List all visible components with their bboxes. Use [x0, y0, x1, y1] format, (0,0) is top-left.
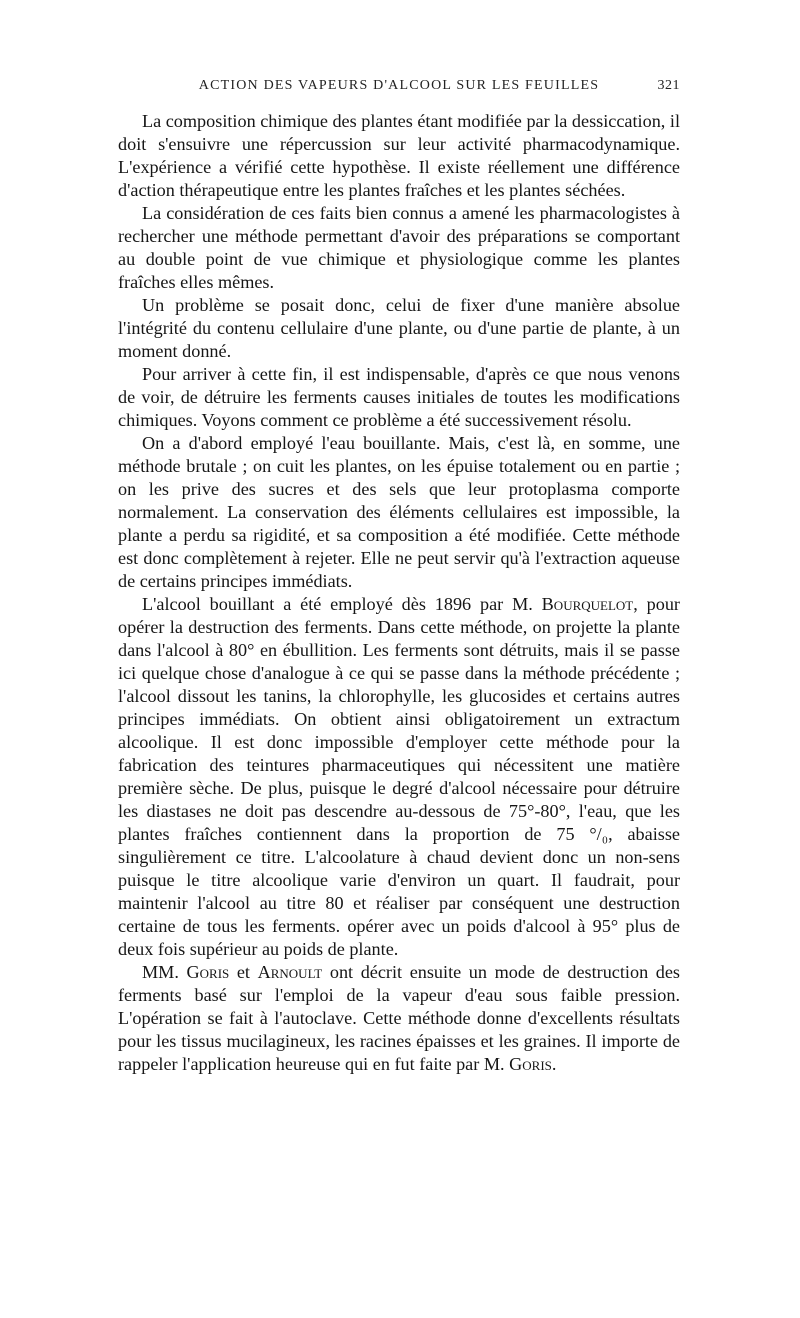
paragraph-boiling-alcohol: [118, 593, 680, 961]
paragraph-ferments: Pour arriver à cette fin, il est indispensable, d'après ce que nous venons de voir, de détruire les ferments causes initiales de toutes les modifications chimiques. Voyons comment ce problème a été successivement résolu.: [118, 364, 680, 430]
paragraph-steam-method: [118, 961, 680, 1076]
text-run: , pour opérer la destruction des ferments. Dans cette méthode, on projette la plante dans l'alcool à 80° en ébullition. Les ferments sont détruits, mais il se passe ici quelque chose d'analogue à ce qui se passe dans la méthode précédente ; l'alcool dissout les tanins, la chlorophylle, les glucosides et certains autres principes immédiats. On obtient ainsi obligatoirement un extractum alcoolique. Il est donc impossible d'employer cette méthode pour la fabrication des teintures pharmaceutiques qui nécessitent une matière première sèche. De plus, puisque le degré d'alcool nécessaire pour détruire les diastases ne doit pas descendre au-dessous de 75°-80°, l'eau, que les plantes fraîches contiennent dans la proportion de 75 °/₀, abaisse singulièrement ce titre. L'alcoolature à chaud devient donc un non-sens puisque le titre alcoolique varie d'environ un quart. Il faudrait, pour maintenir l'alcool au titre 80 et réaliser par conséquent une destruction certaine de tous les ferments. opérer avec un poids d'alcool à 95° plus de deux fois supérieur au poids de plante.: [118, 594, 680, 959]
author-name-goris: Goris: [186, 962, 230, 982]
paragraph-boiling-water: On a d'abord employé l'eau bouillante. Mais, c'est là, en somme, une méthode brutale ; on cuit les plantes, on les épuise totalement ou en partie ; on les prive des sucres et des sels que leur protoplasma comporte normalement. La conservation des éléments cellulaires est impossible, la plante a perdu sa rigidité, et sa composition a été modifiée. Cette méthode est donc complètement à rejeter. Elle ne peut servir qu'à l'extraction aqueuse de certains principes immédiats.: [118, 433, 680, 591]
paragraph-dessiccation: La composition chimique des plantes étant modifiée par la dessiccation, il doit s'ensuivre une répercussion sur leur activité pharmacodynamique. L'expérience a vérifié cette hypothèse. Il existe réellement une différence d'action thérapeutique entre les plantes fraîches et les plantes séchées.: [118, 111, 680, 200]
paragraph-pharmacologists: La considération de ces faits bien connus a amené les pharmacologistes à rechercher une méthode permettant d'avoir des préparations se comportant au double point de vue chimique et physiologique comme les plantes fraîches elles mêmes.: [118, 203, 680, 292]
page-number: 321: [657, 78, 680, 93]
text-run: ont décrit ensuite un mode de destruction des ferments basé sur l'emploi de la vapeur d'eau sous faible pression. L'opération se fait à l'autoclave. Cette méthode donne d'excellents résultats pour les tissus mucilagineux, les racines épaisses et les graines. Il importe de rappeler l'application heureuse qui en fut faite par M.: [118, 962, 681, 1074]
author-name-goris-2: Goris: [509, 1054, 552, 1074]
author-name-arnoult: Arnoult: [257, 962, 323, 982]
text-run: MM.: [142, 962, 187, 982]
text-run: .: [551, 1054, 557, 1074]
text-run: L'alcool bouillant a été employé dès 1896 par M.: [142, 594, 542, 614]
running-title: ACTION DES VAPEURS D'ALCOOL SUR LES FEUILLES: [198, 78, 600, 93]
running-header: [118, 78, 680, 102]
author-name-bourquelot: Bourquelot: [541, 594, 634, 614]
paragraph-problem: Un problème se posait donc, celui de fixer d'une manière absolue l'intégrité du contenu cellulaire d'une plante, ou d'une partie de plante, à un moment donné.: [118, 295, 680, 361]
body-text: [118, 110, 680, 1076]
text-run: et: [229, 962, 258, 982]
